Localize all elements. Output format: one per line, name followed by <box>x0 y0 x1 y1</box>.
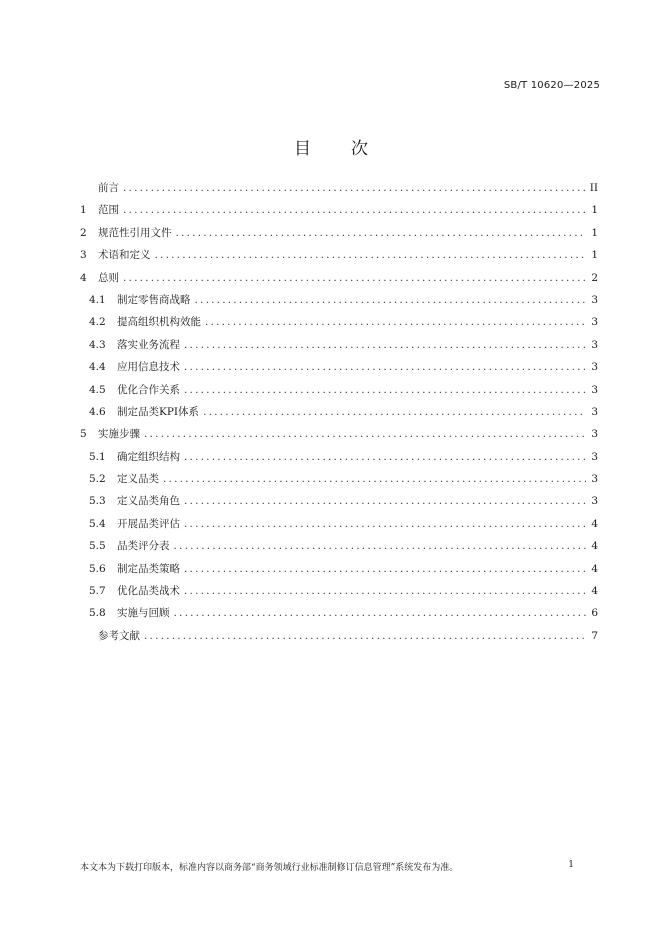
toc-leader-dots <box>184 584 586 598</box>
toc-entry-number: 2 <box>80 226 87 239</box>
toc-entry[interactable] <box>80 606 598 628</box>
toc-entry-title: 实施步骤 <box>98 428 140 441</box>
page-footer <box>80 860 574 873</box>
toc-entry[interactable] <box>80 315 598 337</box>
toc-leader-dots <box>144 427 586 441</box>
toc-entry-title: 确定组织结构 <box>117 450 180 463</box>
toc-entry-page: 4 <box>591 540 598 553</box>
toc-entry[interactable] <box>80 539 598 561</box>
toc-entry-number: 5.1 <box>89 450 106 463</box>
toc-leader-dots <box>155 248 587 262</box>
toc-entry-number: 5.2 <box>89 473 106 486</box>
toc-entry[interactable] <box>80 271 598 293</box>
toc-leader-dots <box>144 629 586 643</box>
toc-entry-title: 总则 <box>98 271 119 284</box>
toc-entry-page: 4 <box>591 517 598 530</box>
toc-leader-dots <box>184 360 586 374</box>
footer-note: 本文本为下载打印版本，标准内容以商务部“商务领域行业标准制修订信息管理”系统发布为准。 <box>80 863 459 873</box>
toc-entry-page: 4 <box>591 585 598 598</box>
toc-entry-page: 3 <box>591 293 598 306</box>
toc-entry-title: 定义品类 <box>117 473 159 486</box>
toc-leader-dots <box>184 517 586 531</box>
toc-entry-number: 4.6 <box>89 405 106 418</box>
toc-entry-page: 3 <box>591 361 598 374</box>
toc-entry-title: 开展品类评估 <box>117 517 180 530</box>
toc-leader-dots <box>184 562 586 576</box>
toc-entry-page: 3 <box>591 428 598 441</box>
toc-entry[interactable] <box>80 494 598 516</box>
toc-entry-title: 制定品类策略 <box>117 562 180 575</box>
toc-leader-dots <box>203 405 586 419</box>
toc-entry[interactable] <box>80 293 598 315</box>
toc-leader-dots <box>123 181 586 195</box>
toc-leader-dots <box>184 450 586 464</box>
toc-leader-dots <box>123 271 586 285</box>
toc-entry[interactable] <box>80 181 598 203</box>
table-of-contents <box>80 181 598 651</box>
toc-leader-dots <box>184 494 586 508</box>
toc-entry-title: 前言 <box>98 182 119 194</box>
toc-entry[interactable] <box>80 226 598 248</box>
toc-entry-number: 3 <box>80 249 87 262</box>
toc-entry-page: 3 <box>591 383 598 396</box>
toc-entry[interactable] <box>80 472 598 494</box>
toc-entry-page: 2 <box>591 271 598 284</box>
page-title: 目次 <box>294 139 408 159</box>
toc-leader-dots <box>123 203 586 217</box>
toc-entry-number: 5 <box>80 428 87 441</box>
toc-entry-page: 3 <box>591 338 598 351</box>
toc-entry-number: 4 <box>80 271 87 284</box>
toc-entry-title: 术语和定义 <box>98 249 151 262</box>
toc-entry-number: 5.8 <box>89 607 106 620</box>
toc-entry-number: 5.7 <box>89 585 106 598</box>
toc-entry[interactable] <box>80 584 598 606</box>
toc-leader-dots <box>195 293 587 307</box>
toc-entry-title: 提高组织机构效能 <box>117 316 201 329</box>
toc-entry-number: 4.2 <box>89 316 106 329</box>
toc-leader-dots <box>184 338 586 352</box>
toc-entry-page: 1 <box>591 249 598 262</box>
toc-entry[interactable] <box>80 517 598 539</box>
toc-entry-number: 5.4 <box>89 517 106 530</box>
toc-entry[interactable] <box>80 248 598 270</box>
toc-entry-page: 3 <box>591 450 598 463</box>
toc-entry-page: 6 <box>591 607 598 620</box>
toc-entry[interactable] <box>80 360 598 382</box>
toc-entry-title: 制定零售商战略 <box>117 293 191 306</box>
toc-entry[interactable] <box>80 383 598 405</box>
toc-entry[interactable] <box>80 427 598 449</box>
toc-entry-title: 应用信息技术 <box>117 361 180 374</box>
toc-entry-page: 1 <box>591 204 598 217</box>
toc-entry-page: 4 <box>591 562 598 575</box>
toc-entry-page: 1 <box>591 226 598 239</box>
toc-leader-dots <box>176 226 587 240</box>
toc-entry-page: 7 <box>591 629 598 642</box>
toc-entry-number: 4.3 <box>89 338 106 351</box>
toc-entry-page: II <box>589 182 598 194</box>
toc-entry-page: 3 <box>591 405 598 418</box>
toc-entry-number: 5.6 <box>89 562 106 575</box>
toc-entry-page: 3 <box>591 473 598 486</box>
toc-leader-dots <box>184 383 586 397</box>
toc-leader-dots <box>205 315 586 329</box>
toc-entry[interactable] <box>80 203 598 225</box>
toc-entry-title: 品类评分表 <box>117 540 170 553</box>
toc-leader-dots <box>174 539 587 553</box>
toc-entry-title: 定义品类角色 <box>117 495 180 508</box>
toc-entry[interactable] <box>80 338 598 360</box>
toc-entry-number: 4.5 <box>89 383 106 396</box>
toc-entry[interactable] <box>80 450 598 472</box>
toc-leader-dots <box>174 606 587 620</box>
toc-entry[interactable] <box>80 562 598 584</box>
toc-entry-title: 参考文献 <box>98 629 140 642</box>
toc-entry-title: 规范性引用文件 <box>98 226 172 239</box>
toc-entry-page: 3 <box>591 316 598 329</box>
toc-entry-number: 1 <box>80 204 87 217</box>
toc-entry-title: 优化品类战术 <box>117 585 180 598</box>
toc-entry[interactable] <box>80 629 598 651</box>
toc-leader-dots <box>163 472 586 486</box>
toc-entry-title: 范围 <box>98 204 119 217</box>
standard-code: SB/T 10620—2025 <box>503 80 600 91</box>
toc-entry[interactable] <box>80 405 598 427</box>
toc-entry-number: 5.5 <box>89 540 106 553</box>
footer-page-number: 1 <box>568 860 574 870</box>
toc-entry-title: 制定品类KPI体系 <box>117 405 200 418</box>
toc-entry-title: 实施与回顾 <box>117 607 170 620</box>
toc-entry-number: 4.4 <box>89 361 106 374</box>
toc-entry-number: 5.3 <box>89 495 106 508</box>
toc-entry-title: 落实业务流程 <box>117 338 180 351</box>
toc-entry-number: 4.1 <box>89 293 106 306</box>
toc-entry-page: 3 <box>591 495 598 508</box>
toc-entry-title: 优化合作关系 <box>117 383 180 396</box>
